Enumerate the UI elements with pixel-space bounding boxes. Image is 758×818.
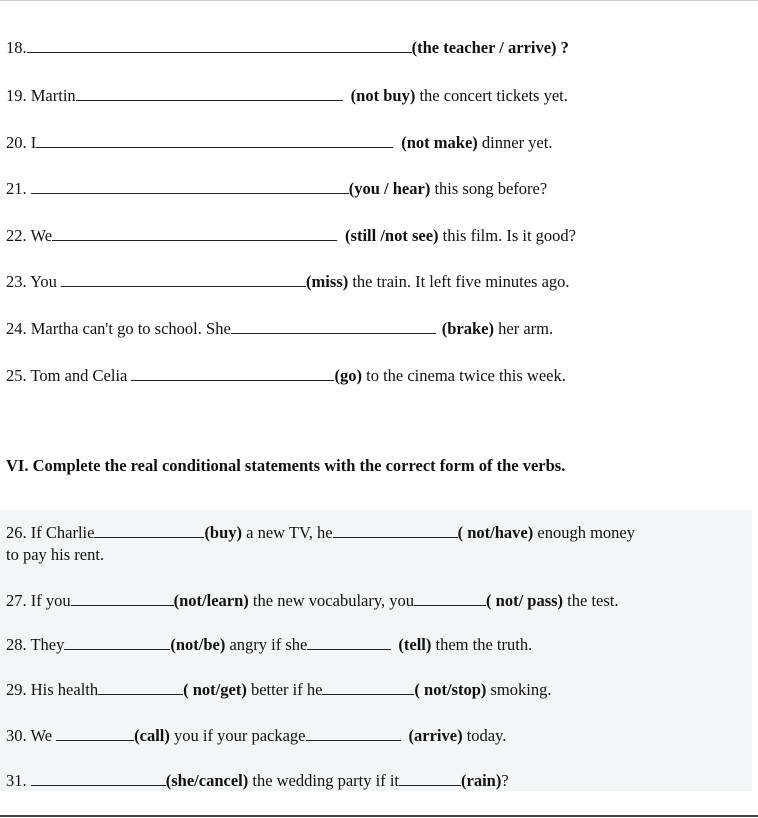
answer-blank[interactable] xyxy=(52,226,337,241)
exercise-item-18 xyxy=(6,38,569,58)
verb-hint: (call) xyxy=(134,726,170,745)
item-text: Martin xyxy=(26,86,76,105)
answer-blank[interactable] xyxy=(61,272,306,287)
item-text: Martha can't go to school. She xyxy=(26,319,231,338)
verb-hint: (rain) xyxy=(461,771,502,790)
item-text: angry if she xyxy=(225,635,308,654)
item-text: her arm. xyxy=(494,319,554,338)
item-text: to pay his rent. xyxy=(6,545,105,564)
exercise-item-24 xyxy=(6,319,553,339)
answer-blank[interactable] xyxy=(307,635,391,650)
answer-blank[interactable] xyxy=(399,771,461,786)
exercise-item-21 xyxy=(6,179,547,199)
item-text: I xyxy=(26,133,37,152)
answer-blank[interactable] xyxy=(333,523,458,538)
item-text: better if he xyxy=(246,680,323,699)
item-number: 31. xyxy=(6,771,27,790)
item-number: 29. xyxy=(6,680,27,699)
item-number: 23. xyxy=(6,272,27,291)
answer-blank[interactable] xyxy=(231,319,436,334)
item-text: We xyxy=(26,726,57,745)
verb-hint: ( not/stop) xyxy=(414,680,487,699)
top-rule xyxy=(0,0,758,1)
verb-hint: (the teacher / arrive) xyxy=(411,38,557,57)
section-heading: VI. Complete the real conditional statements with the correct form of the verbs. xyxy=(6,456,566,475)
answer-blank[interactable] xyxy=(36,133,393,148)
item-number: 20. xyxy=(6,133,27,152)
item-text: this song before? xyxy=(430,179,548,198)
item-number: 19. xyxy=(6,86,27,105)
item-text: the test. xyxy=(563,591,619,610)
exercise-item-19 xyxy=(6,86,568,106)
item-text: You xyxy=(26,272,62,291)
item-text: the concert tickets yet. xyxy=(415,86,568,105)
answer-blank[interactable] xyxy=(31,771,166,786)
item-text: They xyxy=(26,635,65,654)
item-number: 27. xyxy=(6,591,27,610)
item-number: 18. xyxy=(6,38,27,57)
verb-hint: (brake) xyxy=(441,319,495,338)
item-text: this film. Is it good? xyxy=(438,226,577,245)
item-text: If you xyxy=(26,591,71,610)
verb-hint: (not buy) xyxy=(350,86,416,105)
answer-blank[interactable] xyxy=(322,680,414,695)
item-number: 25. xyxy=(6,366,27,385)
answer-blank[interactable] xyxy=(94,523,204,538)
item-text: them the truth. xyxy=(431,635,533,654)
item-text: today. xyxy=(462,726,507,745)
item-text: to the cinema twice this week. xyxy=(361,366,566,385)
item-number: 26. xyxy=(6,523,27,542)
verb-hint: ( not/ pass) xyxy=(486,591,564,610)
verb-hint: ( not/have) xyxy=(457,523,534,542)
answer-blank[interactable] xyxy=(414,591,486,606)
answer-blank[interactable] xyxy=(64,635,170,650)
item-number: 28. xyxy=(6,635,27,654)
item-text: If Charlie xyxy=(26,523,95,542)
item-text: Tom and Celia xyxy=(26,366,132,385)
item-text: ? xyxy=(556,38,569,57)
item-text: the new vocabulary, you xyxy=(248,591,415,610)
verb-hint: (miss) xyxy=(306,272,349,291)
bottom-rule xyxy=(0,815,758,817)
verb-hint: (not/be) xyxy=(170,635,226,654)
exercise-item-27 xyxy=(6,591,619,611)
answer-blank[interactable] xyxy=(306,726,401,741)
item-text: We xyxy=(26,226,53,245)
verb-hint: (you / hear) xyxy=(348,179,431,198)
item-text: the train. It left five minutes ago. xyxy=(348,272,570,291)
item-number: 21. xyxy=(6,179,27,198)
verb-hint: (go) xyxy=(334,366,362,385)
item-text: a new TV, he xyxy=(242,523,333,542)
verb-hint: (arrive) xyxy=(408,726,463,745)
exercise-item-23 xyxy=(6,272,570,292)
answer-blank[interactable] xyxy=(76,86,343,101)
answer-blank[interactable] xyxy=(98,680,183,695)
exercise-item-25 xyxy=(6,366,566,386)
exercise-item-26-continuation xyxy=(6,545,104,565)
item-text: you if your package xyxy=(169,726,306,745)
item-text: smoking. xyxy=(486,680,552,699)
exercise-item-22 xyxy=(6,226,576,246)
exercise-item-30 xyxy=(6,726,506,746)
exercise-item-20 xyxy=(6,133,552,153)
verb-hint: (buy) xyxy=(204,523,243,542)
item-number: 22. xyxy=(6,226,27,245)
item-text: enough money xyxy=(533,523,635,542)
exercise-item-29 xyxy=(6,680,551,700)
item-number: 24. xyxy=(6,319,27,338)
item-text: the wedding party if it xyxy=(248,771,399,790)
answer-blank[interactable] xyxy=(56,726,134,741)
answer-blank[interactable] xyxy=(31,179,349,194)
item-text: His health xyxy=(26,680,99,699)
answer-blank[interactable] xyxy=(71,591,174,606)
answer-blank[interactable] xyxy=(131,366,334,381)
exercise-item-26 xyxy=(6,523,635,543)
verb-hint: (not make) xyxy=(401,133,478,152)
item-number: 30. xyxy=(6,726,27,745)
item-text: ? xyxy=(501,771,509,790)
item-text: dinner yet. xyxy=(477,133,553,152)
answer-blank[interactable] xyxy=(27,38,412,53)
verb-hint: (tell) xyxy=(398,635,432,654)
verb-hint: (still /not see) xyxy=(345,226,439,245)
verb-hint: (she/cancel) xyxy=(165,771,249,790)
exercise-item-28 xyxy=(6,635,532,655)
exercise-item-31 xyxy=(6,771,509,791)
verb-hint: ( not/get) xyxy=(183,680,247,699)
verb-hint: (not/learn) xyxy=(173,591,249,610)
